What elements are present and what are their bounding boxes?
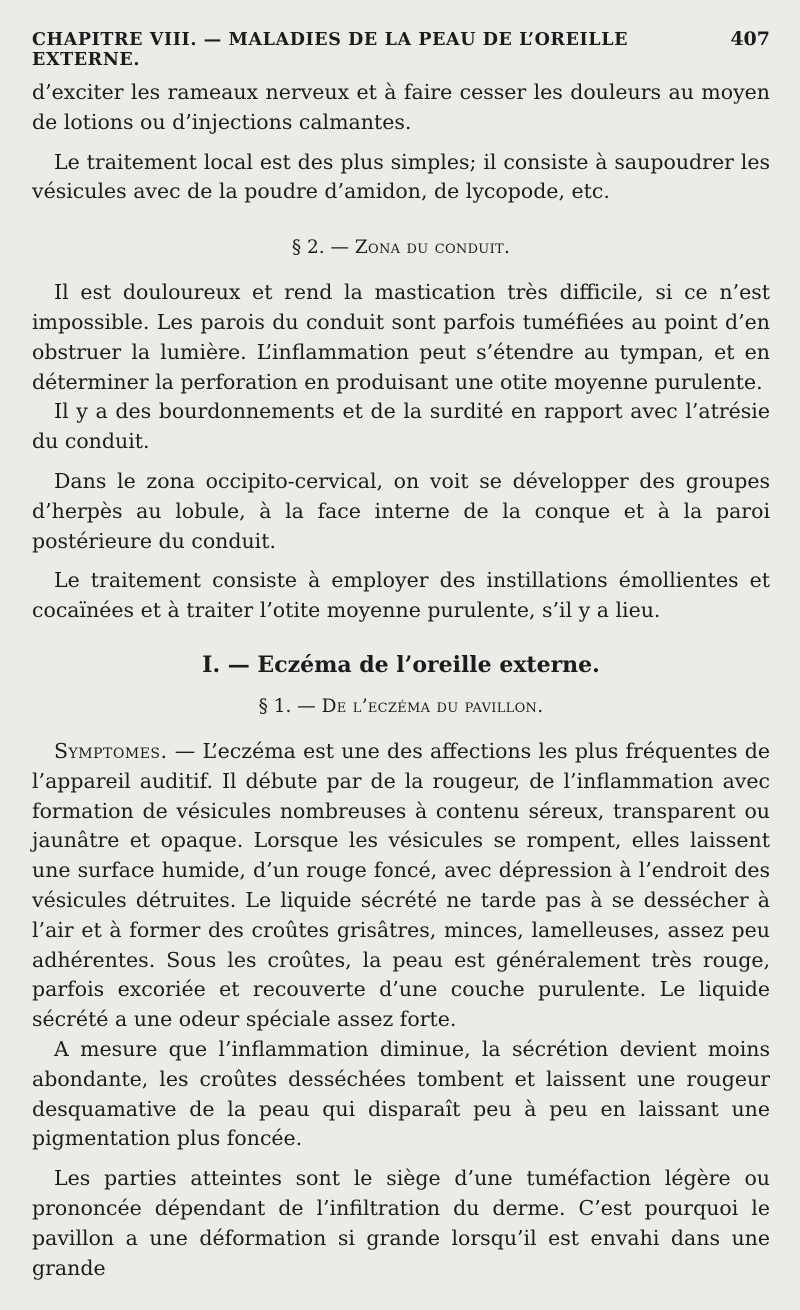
chapter-heading: I. — Eczéma de l’oreille externe. <box>202 651 600 678</box>
section-heading-eczema <box>32 696 770 717</box>
paragraph: Il y a des bourdonnements et de la surdité en rapport avec l’atrésie du conduit. <box>32 399 770 454</box>
section-number: § 1. — <box>258 695 316 717</box>
section-heading-zona <box>32 237 770 258</box>
paragraph-lead: Symptomes. <box>54 738 168 763</box>
paragraph: Dans le zona occipito-cervical, on voit se développer des groupes d’herpès au lobule, à la face interne de la conque et à la paroi postérieure du conduit. <box>32 468 770 553</box>
paragraph: Le traitement local est des plus simples; il consiste à saupoudrer les vésicules avec de la poudre d’amidon, de lycopode, etc. <box>32 149 770 204</box>
paragraph: Les parties atteintes sont le siège d’une tuméfaction légère ou prononcée dépendant de l’infiltration du derme. C’est pourquoi le pavillon a une déformation si grande lorsqu’il est envahi dans une grande <box>32 1166 770 1280</box>
section-number: § 2. — <box>291 237 349 259</box>
paragraph: Le traitement consiste à employer des instillations émollientes et cocaïnées et à traiter l’otite moyenne purulente, s’il y a lieu. <box>32 568 770 623</box>
section-title: De l’eczéma du pavillon. <box>321 695 544 717</box>
running-title: CHAPITRE VIII. — MALADIES DE LA PEAU DE L’OREILLE EXTERNE. <box>32 30 629 70</box>
paragraph-symptomes <box>32 737 770 1035</box>
running-header <box>32 28 770 70</box>
paragraph: d’exciter les rameaux nerveux et à faire cesser les douleurs au moyen de lotions ou d’injections calmantes. <box>32 80 770 134</box>
paragraph: Il est douloureux et rend la mastication très difficile, si ce n’est impossible. Les parois du conduit sont parfois tuméfiées au point d’en obstruer la lumière. L’inflammation peut s’étendre au tympan, et en déterminer la perforation en produisant une otite moyenne purulente. <box>32 280 770 394</box>
paragraph-body: — L’eczéma est une des affections les plus fréquentes de l’appareil auditif. Il débute par de la rougeur, de l’inflammation avec formation de vésicules nombreuses à contenu séreux, transparent ou jaunâtre et opaque. Lorsque les vésicules se rompent, elles laissent une surface humide, d’un rouge foncé, avec dépression à l’endroit des vésicules détruites. Le liquide sécrété ne tarde pas à se dessécher à l’air et à former des croûtes grisâtres, minces, lamelleuses, assez peu adhérentes. Sous les croûtes, la peau est généralement très rouge, parfois excoriée et recouverte d’une couche purulente. Le liquide sécrété a une odeur spéciale assez forte. <box>32 738 770 1032</box>
paragraph: A mesure que l’inflammation diminue, la sécrétion devient moins abondante, les croûtes desséchées tombent et laissent une rougeur desquamative de la peau qui disparaît peu à peu en laissant une pigmentation plus foncée. <box>32 1036 770 1151</box>
section-title: Zona du conduit. <box>354 237 511 259</box>
page-number: 407 <box>730 28 770 50</box>
